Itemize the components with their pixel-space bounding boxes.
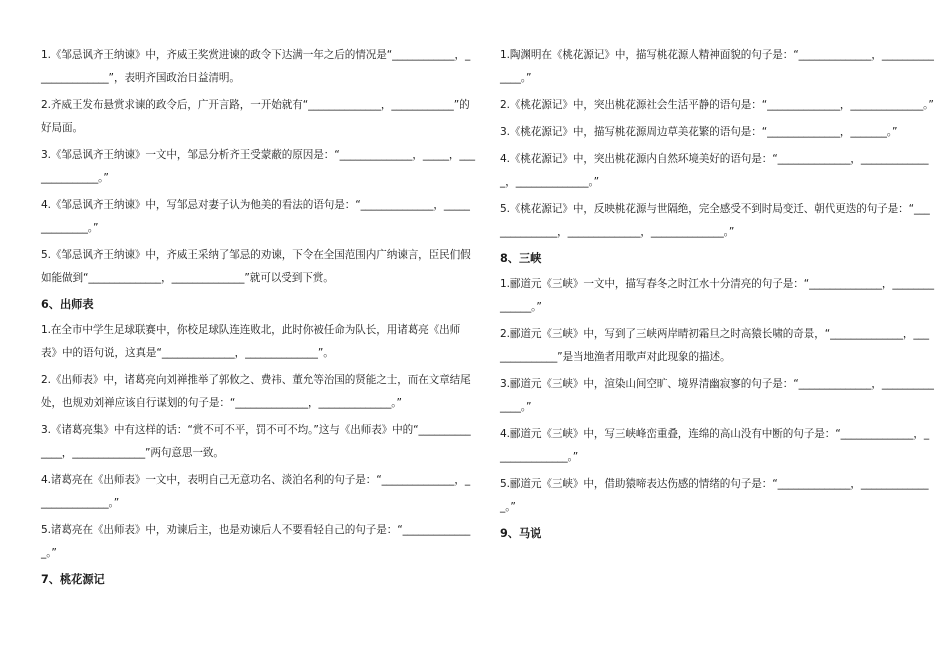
question-item: 1.《邹忌讽齐王纳谏》中，齐威王奖赏进谏的政令下达满一年之后的情况是“____________，______________”，表明齐国政治日益清明。 xyxy=(41,49,471,84)
section-heading: 9、马说 xyxy=(500,527,542,540)
question-item: 5.诸葛亮在《出师表》中，劝谏后主，也是劝谏后人不要看轻自己的句子是：“______________。” xyxy=(41,524,471,559)
question-item: 4.诸葛亮在《出师表》一文中，表明自己无意功名、淡泊名利的句子是：“______________，______________。” xyxy=(41,474,471,509)
question-item: 5.《邹忌讽齐王纳谏》中，齐威王采纳了邹忌的劝谏，下令在全国范围内广纳谏言，臣民们假如能做到“______________，______________”就可以受到下赏。 xyxy=(41,249,471,284)
question-item: 4.郦道元《三峡》中，写三峡峰峦重叠，连绵的高山没有中断的句子是：“______________，______________。” xyxy=(500,428,930,463)
question-item: 3.郦道元《三峡》中，渲染山间空旷、境界清幽寂寥的句子是：“______________，______________。” xyxy=(500,378,934,413)
section-heading: 7、桃花源记 xyxy=(41,573,105,586)
question-item: 4.《邹忌讽齐王纳谏》中，写邹忌对妻子认为他美的看法的语句是：“______________，______________。” xyxy=(41,199,470,234)
question-item: 2.齐威王发布悬赏求谏的政令后，广开言路，一开始就有“______________，____________”的好局面。 xyxy=(41,99,470,134)
question-item: 2.《桃花源记》中，突出桃花源社会生活平静的语句是：“______________，______________。” xyxy=(500,99,934,111)
section-heading: 8、三峡 xyxy=(500,252,542,265)
question-item: 3.《诸葛亮集》中有这样的话：“赏不可不平，罚不可不均。”这与《出师表》中的“______________，______________”两句意思一致。 xyxy=(41,424,471,459)
question-item: 3.《邹忌讽齐王纳谏》一文中，邹忌分析齐王受蒙蔽的原因是：“______________，_____，______________。” xyxy=(41,149,475,184)
question-item: 2.郦道元《三峡》中，写到了三峡两岸晴初霜旦之时高猿长啸的奇景，“______________，______________”是当地渔者用歌声对此现象的描述。 xyxy=(500,328,929,363)
question-item: 1.陶渊明在《桃花源记》中，描写桃花源人精神面貌的句子是：“______________，______________。” xyxy=(500,49,934,84)
question-item: 5.郦道元《三峡》中，借助猿啼表达伤感的情绪的句子是：“______________，______________。” xyxy=(500,478,929,513)
question-item: 5.《桃花源记》中，反映桃花源与世隔绝，完全感受不到时局变迁、朝代更迭的句子是：“______________，______________，______________。” xyxy=(500,203,930,238)
question-item: 1.郦道元《三峡》一文中，描写春冬之时江水十分清亮的句子是：“______________，______________。” xyxy=(500,278,934,313)
question-item: 4.《桃花源记》中，突出桃花源内自然环境美好的语句是：“______________，______________，______________。” xyxy=(500,153,929,188)
left-column xyxy=(41,44,475,594)
right-column xyxy=(500,44,934,548)
question-item: 1.在全市中学生足球联赛中，你校足球队连连败北，此时你被任命为队长，用诸葛亮《出师表》中的语句说，这真是“______________，______________”。 xyxy=(41,324,461,359)
question-item: 2.《出师表》中，诸葛亮向刘禅推举了郭攸之、费祎、董允等治国的贤能之士，而在文章结尾处，也规劝刘禅应该自行谋划的句子是：“______________，______________。” xyxy=(41,374,471,409)
question-item: 3.《桃花源记》中，描写桃花源周边草美花繁的语句是：“______________，_______。” xyxy=(500,126,898,138)
section-heading: 6、出师表 xyxy=(41,298,94,311)
